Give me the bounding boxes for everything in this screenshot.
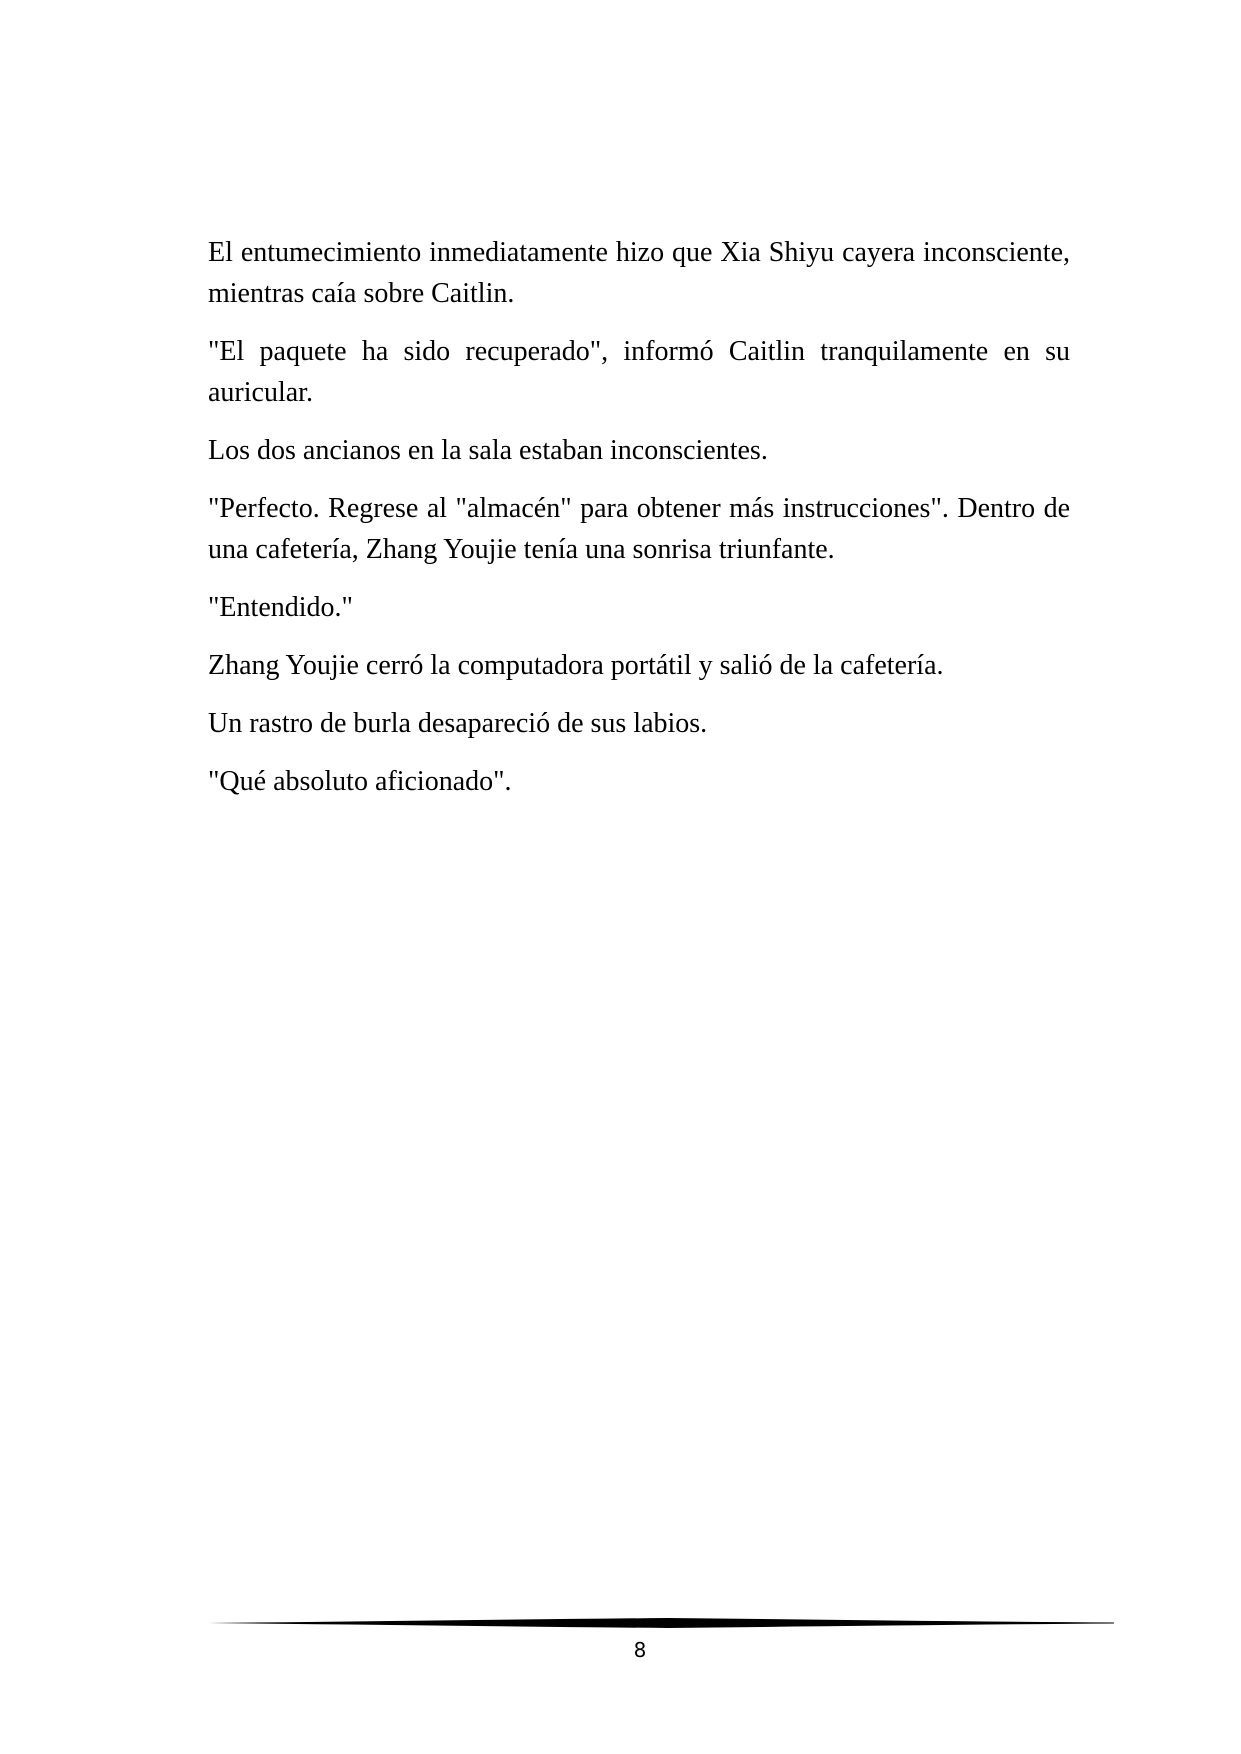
paragraph-3: Los dos ancianos en la sala estaban inconscientes. bbox=[208, 435, 768, 466]
paragraph-8: "Qué absoluto aficionado". bbox=[208, 766, 512, 797]
page-number: 8 bbox=[633, 1638, 647, 1662]
paragraph-5: "Entendido." bbox=[208, 592, 353, 623]
paragraph-2: "El paquete ha sido recuperado", informó Caitlin tranquilamente en su auricular. bbox=[208, 336, 1070, 408]
paragraph-1: El entumecimiento inmediatamente hizo que Xia Shiyu cayera inconsciente, mientras caía sobre Caitlin. bbox=[208, 237, 1070, 309]
paragraph-4: "Perfecto. Regrese al "almacén" para obtener más instrucciones". Dentro de una cafetería, Zhang Youjie tenía una sonrisa triunfante. bbox=[208, 493, 1070, 565]
paragraph-7: Un rastro de burla desapareció de sus labios. bbox=[208, 708, 708, 739]
body-text bbox=[208, 232, 1070, 819]
footer-divider bbox=[208, 1616, 1114, 1630]
paragraph-6: Zhang Youjie cerró la computadora portátil y salió de la cafetería. bbox=[208, 650, 944, 681]
